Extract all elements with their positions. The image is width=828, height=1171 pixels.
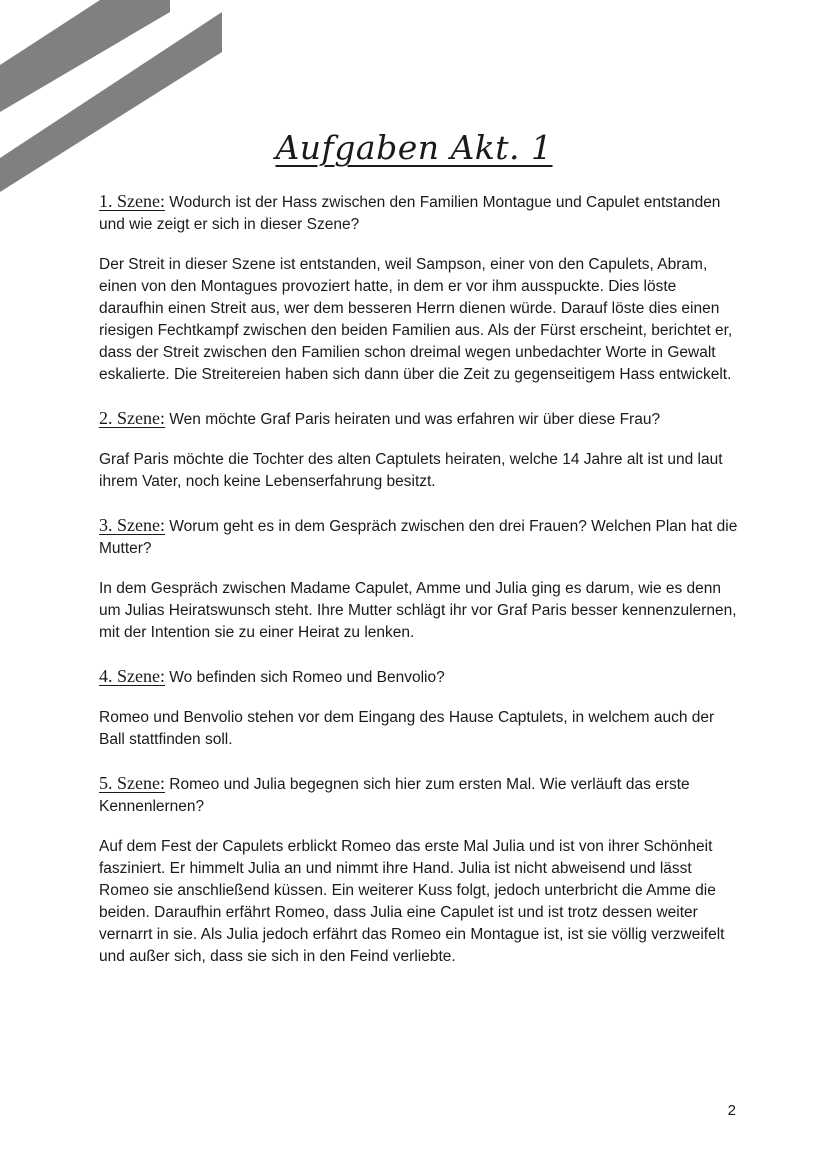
scene-label: 2. Szene: — [99, 408, 165, 428]
question-text: Wodurch ist der Hass zwischen den Familien Montague und Capulet entstanden und wie zeigt er sich in dieser Szene? — [99, 194, 721, 233]
scene-section-3 — [99, 514, 739, 644]
scene-label: 1. Szene: — [99, 191, 165, 211]
question-text: Wo befinden sich Romeo und Benvolio? — [169, 669, 445, 686]
question-text: Romeo und Julia begegnen sich hier zum ersten Mal. Wie verläuft das erste Kennenlernen? — [99, 776, 690, 815]
scene-answer: In dem Gespräch zwischen Madame Capulet, Amme und Julia ging es darum, wie es denn um Julias Heiratswunsch steht. Ihre Mutter schlägt ihr vor Graf Paris besser kennenzulernen, mit der Intention sie zu einer Heirat zu lenken. — [99, 580, 737, 641]
scene-answer: Auf dem Fest der Capulets erblickt Romeo das erste Mal Julia und ist von ihrer Schönheit fasziniert. Er himmelt Julia an und nimmt ihre Hand. Julia ist nicht abweisend und lässt Romeo sie anschließend küssen. Ein weiterer Kuss folgt, jedoch unterbricht die Amme die beiden. Daraufhin erfährt Romeo, dass Julia eine Capulet ist und ist trotz dessen weiter vernarrt in sie. Als Julia jedoch erfährt das Romeo ein Montague ist, ist sie völlig verzweifelt und außer sich, dass sie sich in den Feind verliebte. — [99, 838, 725, 965]
scene-section-2 — [99, 407, 739, 493]
corner-stripes-decoration — [0, 0, 240, 200]
scene-question — [99, 514, 739, 560]
question-text: Worum geht es in dem Gespräch zwischen den drei Frauen? Welchen Plan hat die Mutter? — [99, 518, 738, 557]
scene-section-4 — [99, 665, 739, 751]
scene-question — [99, 772, 739, 818]
scene-question — [99, 407, 739, 431]
scene-section-1 — [99, 190, 739, 386]
question-text: Wen möchte Graf Paris heiraten und was erfahren wir über diese Frau? — [169, 411, 661, 428]
scene-label: 5. Szene: — [99, 773, 165, 793]
scene-question — [99, 190, 739, 236]
page-title: Aufgaben Akt. 1 — [275, 128, 553, 167]
scene-section-5 — [99, 772, 739, 968]
scene-answer: Romeo und Benvolio stehen vor dem Eingang des Hause Captulets, in welchem auch der Ball stattfinden soll. — [99, 709, 715, 748]
page-number: 2 — [727, 1102, 736, 1119]
scene-answer: Graf Paris möchte die Tochter des alten Captulets heiraten, welche 14 Jahre alt ist und laut ihrem Vater, noch keine Lebenserfahrung besitzt. — [99, 451, 723, 490]
scene-answer: Der Streit in dieser Szene ist entstanden, weil Sampson, einer von den Capulets, Abram, einen von den Montagues provoziert hatte, in dem er vor ihm ausspuckte. Dies löste daraufhin einen Streit aus, wer dem besseren Herrn dienen würde. Darauf löste dies einen riesigen Fechtkampf zwischen den beiden Familien aus. Als der Fürst erscheint, berichtet er, dass der Streit zwischen den Familien schon dreimal wegen unbedachter Worte in Gewalt eskalierte. Die Streitereien haben sich dann über die Zeit zu gegenseitigem Hass entwickelt. — [99, 256, 733, 383]
scene-label: 3. Szene: — [99, 515, 165, 535]
scene-question — [99, 665, 739, 689]
scene-label: 4. Szene: — [99, 666, 165, 686]
document-body — [99, 190, 739, 989]
